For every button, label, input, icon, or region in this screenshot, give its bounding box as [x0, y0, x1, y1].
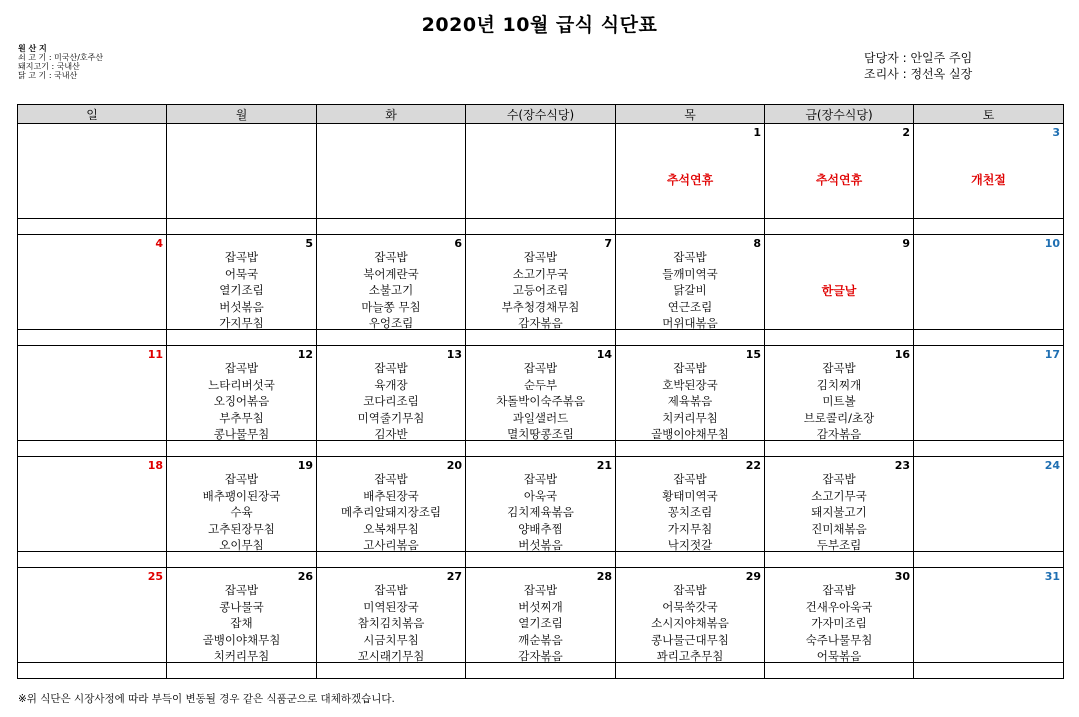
menu-item: 잡곡밥	[822, 472, 856, 486]
day-number: 11	[147, 348, 163, 361]
origin-info	[18, 44, 103, 80]
menu-item: 잡곡밥	[374, 472, 408, 486]
weekday-thu: 목	[616, 105, 765, 124]
spacer-cell	[18, 663, 167, 679]
day-number: 12	[297, 348, 313, 361]
spacer-cell	[616, 219, 765, 235]
menu-item: 잡곡밥	[822, 361, 856, 375]
spacer-cell	[317, 441, 466, 457]
origin-chicken: 닭 고 기 : 국내산	[18, 71, 78, 80]
week-row	[18, 235, 1064, 330]
menu-item: 어묵국	[224, 266, 259, 281]
menu-item: 낙지젓갈	[667, 538, 713, 552]
menu-item: 연근조림	[667, 299, 713, 314]
day-cell	[167, 457, 317, 552]
day-number: 24	[1044, 459, 1060, 472]
spacer-cell	[765, 663, 914, 679]
day-number: 27	[446, 570, 462, 583]
menu-item: 두부조림	[816, 538, 862, 552]
day-cell	[914, 235, 1064, 330]
week-row	[18, 457, 1064, 552]
menu-item: 양배추찜	[518, 521, 563, 536]
menu-item: 콩나물무침	[213, 427, 270, 441]
day-number: 9	[902, 237, 910, 250]
spacer-cell	[18, 441, 167, 457]
menu-item: 머위대볶음	[662, 316, 718, 330]
menu-item: 호박된장국	[662, 377, 718, 392]
day-number: 20	[446, 459, 462, 472]
spacer-cell	[167, 552, 317, 568]
menu-item: 황태미역국	[662, 488, 718, 503]
menu-item: 잡곡밥	[822, 583, 856, 597]
menu-list	[466, 582, 615, 663]
day-number: 10	[1044, 237, 1060, 250]
origin-pork: 돼지고기 : 국내산	[18, 62, 80, 71]
menu-list	[616, 249, 764, 330]
menu-list	[466, 360, 615, 441]
holiday-label: 개천절	[971, 173, 1006, 187]
menu-list	[167, 582, 316, 663]
menu-list	[167, 471, 316, 552]
menu-item: 골뱅이야채무침	[202, 632, 281, 647]
menu-item: 가지무침	[667, 521, 713, 536]
day-number: 23	[894, 459, 910, 472]
day-number: 2	[902, 126, 910, 139]
spacer-cell	[765, 330, 914, 346]
day-cell	[167, 124, 317, 219]
menu-item: 돼지불고기	[811, 505, 867, 519]
day-number: 29	[745, 570, 761, 583]
day-cell	[18, 457, 167, 552]
menu-item: 소고기무국	[512, 266, 569, 281]
week-spacer-row	[18, 330, 1064, 346]
menu-list	[167, 249, 316, 330]
day-number: 17	[1044, 348, 1060, 361]
menu-item: 소불고기	[368, 283, 414, 297]
holiday-label: 한글날	[821, 284, 857, 298]
menu-item: 잡곡밥	[523, 250, 558, 264]
spacer-cell	[167, 663, 317, 679]
menu-item: 닭갈비	[673, 283, 707, 297]
day-number: 18	[147, 459, 163, 472]
menu-item: 메추리알돼지장조림	[341, 505, 441, 519]
menu-calendar	[17, 104, 1064, 679]
menu-item: 오징어볶음	[213, 394, 270, 408]
menu-item: 마늘쫑 무침	[361, 299, 421, 314]
week-row	[18, 568, 1064, 663]
staff-cook: 조리사 : 정선옥 실장	[864, 67, 973, 81]
menu-item: 진미채볶음	[811, 521, 867, 536]
day-cell	[18, 235, 167, 330]
week-row	[18, 346, 1064, 441]
menu-item: 잡곡밥	[374, 250, 408, 264]
menu-item: 숙주나물무침	[805, 632, 873, 647]
day-cell	[616, 346, 765, 441]
menu-item: 부추청경채무침	[501, 299, 580, 314]
spacer-cell	[317, 552, 466, 568]
menu-list	[616, 360, 764, 441]
menu-list	[765, 360, 913, 441]
day-cell	[317, 124, 466, 219]
menu-item: 잡곡밥	[224, 361, 259, 375]
spacer-cell	[616, 663, 765, 679]
day-number: 4	[155, 237, 163, 250]
holiday-label: 추석연휴	[815, 173, 863, 187]
spacer-cell	[765, 552, 914, 568]
weekday-mon: 월	[167, 105, 317, 124]
menu-item: 어묵볶음	[816, 649, 862, 663]
menu-item: 잡곡밥	[673, 472, 707, 486]
day-cell	[317, 568, 466, 663]
spacer-cell	[914, 552, 1064, 568]
menu-item: 열기조림	[219, 283, 264, 297]
menu-list	[167, 360, 316, 441]
menu-item: 김자반	[374, 427, 408, 441]
spacer-cell	[466, 552, 616, 568]
day-cell	[616, 235, 765, 330]
day-number: 1	[753, 126, 761, 139]
week-spacer-row	[18, 219, 1064, 235]
origin-beef: 쇠 고 기 : 미국산/호주산	[18, 53, 104, 62]
spacer-cell	[317, 219, 466, 235]
spacer-cell	[18, 552, 167, 568]
spacer-cell	[914, 441, 1064, 457]
day-number: 5	[305, 237, 313, 250]
day-cell	[466, 124, 616, 219]
menu-item: 치커리무침	[662, 410, 718, 425]
menu-item: 수육	[230, 505, 253, 519]
spacer-cell	[616, 552, 765, 568]
day-number: 14	[596, 348, 612, 361]
menu-item: 잡곡밥	[673, 250, 707, 264]
day-number: 13	[446, 348, 462, 361]
menu-item: 콩나물근대무침	[651, 632, 729, 647]
spacer-cell	[466, 663, 616, 679]
menu-item: 김치찌개	[816, 377, 862, 392]
menu-item: 우엉조림	[368, 316, 414, 330]
menu-item: 소시지야채볶음	[651, 616, 729, 630]
day-cell	[914, 457, 1064, 552]
menu-item: 미역된장국	[363, 599, 419, 614]
menu-item: 잡곡밥	[523, 472, 558, 486]
spacer-cell	[317, 663, 466, 679]
holiday-label: 추석연휴	[666, 173, 714, 187]
menu-item: 치커리무침	[213, 649, 270, 663]
spacer-cell	[914, 219, 1064, 235]
menu-list	[317, 471, 465, 552]
spacer-cell	[765, 441, 914, 457]
menu-item: 과일샐러드	[512, 410, 569, 425]
weekday-header-row	[18, 105, 1064, 124]
menu-item: 꽈리고추무침	[656, 649, 724, 663]
menu-item: 잡곡밥	[224, 583, 259, 597]
day-number: 22	[745, 459, 761, 472]
day-number: 26	[297, 570, 313, 583]
menu-list	[317, 249, 465, 330]
menu-item: 느타리버섯국	[208, 377, 275, 392]
day-cell	[317, 235, 466, 330]
day-cell	[18, 346, 167, 441]
menu-item: 북어계란국	[363, 266, 419, 281]
weekday-fri: 금(장수식당)	[765, 105, 914, 124]
day-number: 28	[596, 570, 612, 583]
spacer-cell	[317, 330, 466, 346]
menu-item: 아욱국	[523, 488, 558, 503]
menu-item: 버섯볶음	[518, 538, 563, 552]
menu-item: 잡곡밥	[374, 583, 408, 597]
menu-item: 고등어조림	[512, 283, 569, 297]
day-cell	[765, 457, 914, 552]
spacer-cell	[466, 441, 616, 457]
day-number: 15	[745, 348, 761, 361]
menu-item: 깨순볶음	[518, 632, 563, 647]
day-cell	[466, 568, 616, 663]
menu-item: 어묵쑥갓국	[662, 599, 718, 614]
day-number: 31	[1044, 570, 1060, 583]
day-cell	[18, 568, 167, 663]
menu-item: 배추된장국	[363, 488, 419, 503]
menu-item: 잡채	[230, 616, 253, 630]
menu-item: 미트볼	[822, 394, 856, 408]
day-number: 7	[604, 237, 612, 250]
menu-list	[765, 582, 913, 663]
spacer-cell	[616, 330, 765, 346]
day-number: 25	[147, 570, 163, 583]
footnote: ※위 식단은 시장사정에 따라 부득이 변동될 경우 같은 식품군으로 대체하겠습니다.	[18, 693, 395, 705]
spacer-cell	[466, 330, 616, 346]
day-number: 19	[297, 459, 313, 472]
menu-item: 버섯볶음	[219, 299, 264, 314]
spacer-cell	[167, 441, 317, 457]
day-cell	[616, 457, 765, 552]
spacer-cell	[914, 330, 1064, 346]
menu-item: 김치제육볶음	[507, 505, 574, 519]
day-cell	[914, 568, 1064, 663]
menu-item: 순두부	[523, 377, 558, 392]
day-number: 16	[894, 348, 910, 361]
menu-item: 들깨미역국	[662, 266, 718, 281]
staff-info	[864, 50, 972, 82]
menu-item: 소고기무국	[811, 488, 867, 503]
weekday-tue: 화	[317, 105, 466, 124]
spacer-cell	[18, 330, 167, 346]
week-spacer-row	[18, 552, 1064, 568]
menu-item: 열기조림	[518, 616, 563, 630]
menu-item: 참치김치볶음	[357, 616, 425, 630]
menu-item: 부추무침	[219, 410, 264, 425]
week-spacer-row	[18, 663, 1064, 679]
day-cell	[765, 568, 914, 663]
day-cell	[616, 568, 765, 663]
day-cell	[317, 457, 466, 552]
day-cell	[167, 235, 317, 330]
day-cell	[466, 235, 616, 330]
origin-heading: 원 산 지	[18, 44, 47, 53]
page-title: 2020년 10월 급식 식단표	[421, 14, 658, 36]
spacer-cell	[18, 219, 167, 235]
menu-item: 잡곡밥	[523, 361, 558, 375]
menu-item: 잡곡밥	[224, 250, 259, 264]
day-cell	[914, 124, 1064, 219]
menu-item: 감자볶음	[518, 649, 563, 663]
menu-item: 잡곡밥	[673, 583, 707, 597]
menu-item: 멸치땅콩조림	[507, 427, 574, 441]
menu-list	[765, 471, 913, 552]
day-cell	[466, 346, 616, 441]
spacer-cell	[765, 219, 914, 235]
menu-item: 잡곡밥	[673, 361, 707, 375]
day-number: 6	[454, 237, 462, 250]
day-number: 8	[753, 237, 761, 250]
week-row	[18, 124, 1064, 219]
weekday-sun: 일	[18, 105, 167, 124]
day-cell	[167, 346, 317, 441]
menu-item: 고사리볶음	[363, 538, 419, 552]
day-cell	[466, 457, 616, 552]
menu-list	[317, 582, 465, 663]
menu-item: 제육볶음	[667, 394, 713, 408]
spacer-cell	[167, 219, 317, 235]
day-cell	[18, 124, 167, 219]
menu-item: 감자볶음	[816, 427, 862, 441]
menu-item: 잡곡밥	[523, 583, 558, 597]
menu-item: 꼬시래기무침	[357, 649, 425, 663]
menu-item: 차돌박이숙주볶음	[496, 394, 585, 408]
day-number: 30	[894, 570, 910, 583]
spacer-cell	[616, 441, 765, 457]
spacer-cell	[466, 219, 616, 235]
menu-item: 꽁치조림	[667, 505, 713, 519]
day-cell	[765, 346, 914, 441]
day-cell	[765, 235, 914, 330]
menu-item: 잡곡밥	[224, 472, 259, 486]
staff-manager: 담당자 : 안일주 주임	[864, 51, 973, 65]
menu-item: 시금치무침	[363, 632, 419, 647]
weekday-sat: 토	[914, 105, 1064, 124]
menu-item: 골뱅이야채무침	[651, 427, 729, 441]
menu-item: 미역줄기무침	[357, 410, 425, 425]
day-cell	[914, 346, 1064, 441]
menu-list	[616, 471, 764, 552]
menu-item: 가자미조림	[811, 616, 867, 630]
menu-item: 잡곡밥	[374, 361, 408, 375]
menu-list	[616, 582, 764, 663]
day-cell	[616, 124, 765, 219]
menu-item: 배추팽이된장국	[202, 488, 281, 503]
menu-item: 오이무침	[219, 538, 264, 552]
menu-item: 버섯찌개	[518, 599, 563, 614]
menu-list	[466, 471, 615, 552]
menu-item: 고추된장무침	[208, 521, 275, 536]
day-cell	[765, 124, 914, 219]
menu-item: 육개장	[374, 377, 408, 392]
menu-item: 코다리조림	[363, 394, 419, 408]
day-cell	[317, 346, 466, 441]
spacer-cell	[167, 330, 317, 346]
menu-item: 가지무침	[219, 316, 264, 330]
week-spacer-row	[18, 441, 1064, 457]
weekday-wed: 수(장수식당)	[466, 105, 616, 124]
day-number: 3	[1052, 126, 1060, 139]
menu-item: 건새우아욱국	[805, 599, 873, 614]
menu-list	[317, 360, 465, 441]
menu-list	[466, 249, 615, 330]
menu-item: 감자볶음	[518, 316, 563, 330]
spacer-cell	[914, 663, 1064, 679]
day-cell	[167, 568, 317, 663]
menu-item: 콩나물국	[219, 599, 264, 614]
menu-item: 오복채무침	[363, 521, 419, 536]
day-number: 21	[596, 459, 612, 472]
menu-item: 브로콜리/초장	[803, 410, 875, 425]
